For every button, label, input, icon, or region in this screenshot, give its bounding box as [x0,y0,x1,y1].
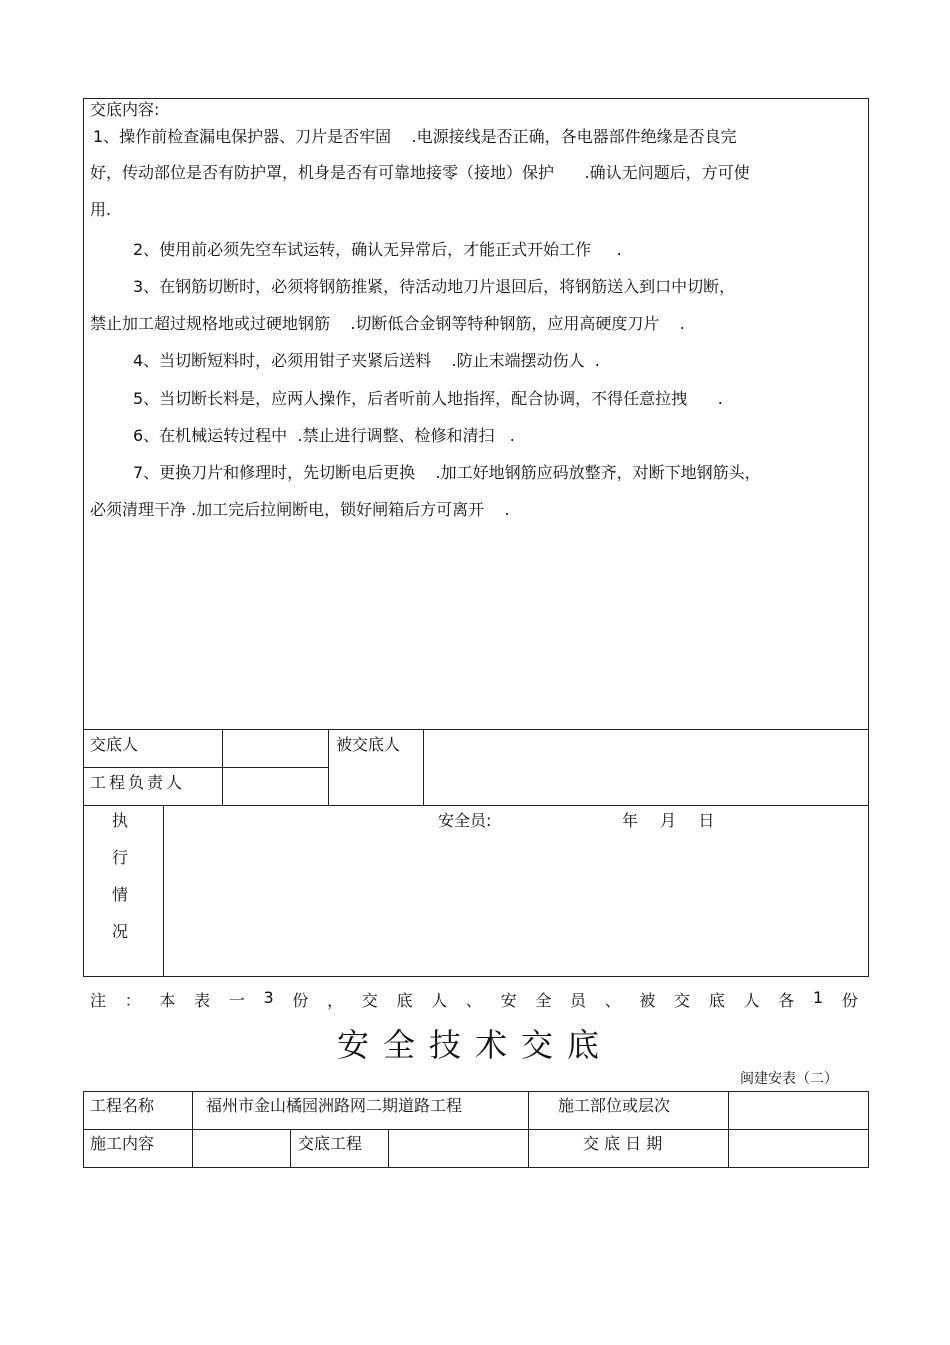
note-char: 交 [361,991,378,1010]
note-char: 全 [535,991,552,1010]
note-char: ： [124,991,141,1010]
briefing-line: 好，传动部位是否有防护罩，机身是否有可靠地接零（接地）保护 .确认无问题后，方可使 [90,163,750,182]
note-char: 份 [841,991,858,1010]
note-char: ， [327,991,344,1010]
form-code: 闽建安表（二） [740,1071,838,1087]
divider [290,1129,291,1168]
note-char: 注 [90,991,107,1010]
briefing-line: 5、当切断长料是，应两人操作，后者听前人地指挥，配合协调，不得任意拉拽 . [133,389,723,408]
disclosure-project-field[interactable] [390,1131,526,1166]
location-label: 施工部位或层次 [558,1096,671,1115]
briefing-line: 4、当切断短料时，必须用钳子夹紧后送料 .防止末端摆动伤人 . [133,351,600,370]
note-char: 安 [500,991,517,1010]
briefing-line: 3、在钢筋切断时，必须将钢筋推紧，待活动地刀片退回后，将钢筋送入到口中切断， [133,277,736,296]
note-char: 人 [743,991,760,1010]
briefing-line: 禁止加工超过规格地或过硬地钢筋 .切断低合金钢等特种钢筋，应用高硬度刀片 . [90,314,685,333]
divider [328,729,329,805]
content-label: 施工内容 [90,1134,155,1153]
divider [192,1091,193,1168]
recipient-signature-field[interactable] [425,731,867,803]
divider [528,1091,529,1168]
form-title: 安全技术交底 [336,1026,613,1064]
content-field[interactable] [194,1131,288,1166]
note-char: 底 [708,991,725,1010]
note-char: 1 [812,988,824,1007]
briefing-line: 6、在机械运转过程中 .禁止进行调整、检修和清扫 . [133,426,515,445]
disclosure-date-field[interactable] [730,1131,867,1166]
divider [388,1129,389,1168]
briefing-line: 1、操作前检查漏电保护器、刀片是否牢固 .电源接线是否正确，各电器部件绝缘是否良完 [93,127,737,146]
execution-label-char: 况 [111,922,128,941]
note-char: 被 [639,991,656,1010]
safety-officer-label: 安全员: [438,811,492,830]
note-char: 、 [465,991,482,1010]
note-char: 交 [674,991,691,1010]
briefing-line: 2、使用前必须先空车试运转，确认无异常后，才能正式开始工作 . [133,240,622,259]
divider [728,1091,729,1168]
recipient-label: 被交底人 [336,735,401,754]
divider [222,729,223,805]
note-char: 员 [570,991,587,1010]
location-field[interactable] [730,1093,867,1127]
divider [423,729,424,805]
divider [83,767,328,768]
note-char: 本 [159,991,176,1010]
briefing-line: 必须清理干净 .加工完后拉闸断电，锁好闸箱后方可离开 . [90,500,510,519]
project-name-label: 工程名称 [90,1096,155,1115]
note-char: 3 [263,988,274,1007]
execution-date-label: 年 月 日 [622,811,715,830]
briefing-heading: 交底内容: [90,100,160,119]
execution-label-char: 执 [111,811,128,830]
briefing-form [83,98,869,977]
divider [163,805,164,977]
briefing-line: 用. [90,200,112,219]
note-char: 底 [396,991,413,1010]
divider [83,805,869,806]
disclosure-project-label: 交底工程 [298,1134,363,1153]
project-name-value: 福州市金山橘园洲路网二期道路工程 [206,1096,463,1115]
discloser-signature-field[interactable] [224,731,326,765]
engineer-label: 工程负责人 [90,773,186,792]
note-char: 一 [228,991,245,1010]
note-char: 人 [431,991,448,1010]
discloser-label: 交底人 [90,735,139,754]
divider [83,1129,869,1130]
divider [83,729,869,730]
execution-label [110,811,130,959]
note-char: 、 [604,991,621,1010]
copies-note [90,988,858,1011]
engineer-signature-field[interactable] [224,769,326,803]
execution-label-char: 行 [111,848,128,867]
note-char: 份 [292,991,309,1010]
disclosure-date-label: 交 底 日 期 [583,1134,663,1153]
note-char: 表 [194,991,211,1010]
note-char: 各 [778,991,795,1010]
execution-label-char: 情 [111,885,128,904]
briefing-line: 7、更换刀片和修理时，先切断电后更换 .加工好地钢筋应码放整齐，对断下地钢筋头， [133,463,761,482]
